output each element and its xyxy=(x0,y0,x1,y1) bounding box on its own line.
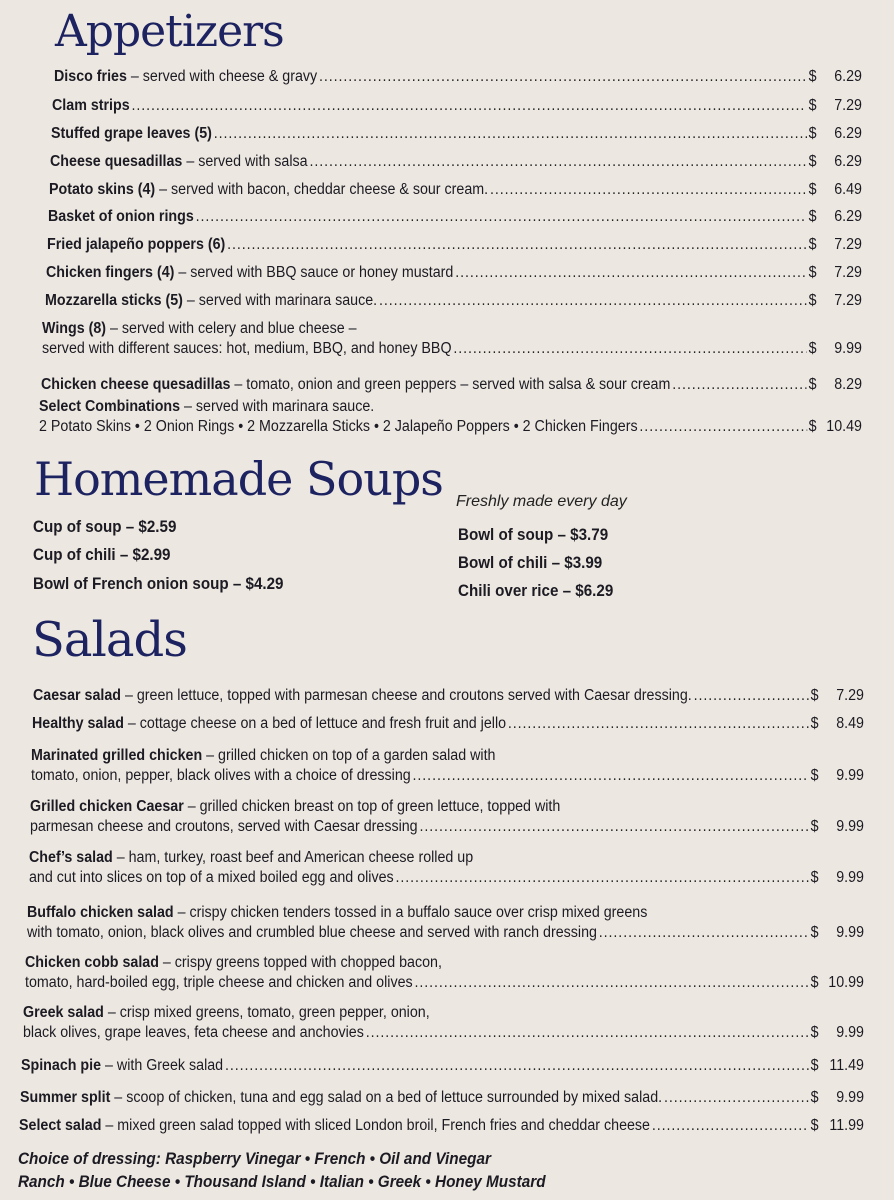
salad-item-name: Buffalo chicken salad xyxy=(27,904,174,921)
salad-item xyxy=(19,1116,864,1136)
price-value: 9.99 xyxy=(834,340,862,357)
salad-item-line1 xyxy=(30,797,864,817)
soup-item: Cup of soup – $2.59 xyxy=(33,518,177,536)
currency-sign: $ xyxy=(810,1057,819,1074)
salad-item-price-row xyxy=(19,1116,864,1136)
leader-dots xyxy=(664,1088,809,1108)
appetizer-item-text xyxy=(45,291,377,311)
currency-sign: $ xyxy=(810,1117,819,1134)
price-value: 9.99 xyxy=(836,818,864,835)
salad-item-text xyxy=(21,1056,223,1076)
appetizer-item-desc-cont: 2 Potato Skins • 2 Onion Rings • 2 Mozzarella Sticks • 2 Jalapeño Poppers • 2 Chicken Fingers xyxy=(39,418,638,435)
appetizer-item-text xyxy=(50,152,308,172)
currency-sign: $ xyxy=(808,68,817,85)
leader-dots xyxy=(694,686,809,706)
appetizer-item-text xyxy=(51,124,212,144)
appetizer-item-line1 xyxy=(39,397,862,417)
salad-item-name: Chef’s salad xyxy=(29,849,113,866)
salad-item-line1 xyxy=(29,848,864,868)
leader-dots xyxy=(225,1056,809,1076)
appetizer-item-name: Select Combinations xyxy=(39,398,181,415)
salad-item-price xyxy=(811,817,864,837)
currency-sign: $ xyxy=(808,208,817,225)
salad-item-text xyxy=(33,686,692,706)
leader-dots xyxy=(419,817,808,837)
leader-dots xyxy=(639,417,806,437)
salad-item-name: Grilled chicken Caesar xyxy=(30,798,184,815)
salad-item xyxy=(33,686,864,706)
currency-sign: $ xyxy=(810,715,819,732)
salad-item-line1 xyxy=(23,1003,864,1023)
salad-item-name: Spinach pie xyxy=(21,1057,102,1074)
price-value: 9.99 xyxy=(836,924,864,941)
appetizer-item xyxy=(46,263,862,283)
leader-dots xyxy=(132,96,807,116)
salads-heading: Salads xyxy=(32,612,187,668)
salad-item-price-row xyxy=(32,714,864,734)
appetizer-item-name: Chicken cheese quesadillas xyxy=(41,376,231,393)
salad-item-text xyxy=(19,1116,650,1136)
appetizer-item-name: Fried jalapeño poppers (6) xyxy=(47,236,226,253)
appetizer-item-name: Disco fries xyxy=(54,68,127,85)
salad-item-desc-cont: parmesan cheese and croutons, served with Caesar dressing xyxy=(30,818,418,835)
leader-dots xyxy=(227,235,807,255)
soups-heading: Homemade Soups xyxy=(34,452,443,506)
soups-note: Freshly made every day xyxy=(456,493,627,510)
price-value: 8.49 xyxy=(836,715,864,732)
salad-item-price xyxy=(811,923,864,943)
salad-item-desc: – scoop of chicken, tuna and egg salad on a bed of lettuce surrounded by mixed salad. xyxy=(110,1089,663,1106)
dressing-choices-line-1: Choice of dressing: Raspberry Vinegar • French • Oil and Vinegar xyxy=(18,1149,491,1168)
appetizer-item xyxy=(41,375,862,395)
salad-item-desc: – crispy chicken tenders tossed in a buffalo sauce over crisp mixed greens xyxy=(173,904,648,921)
appetizer-item xyxy=(51,124,862,144)
appetizer-item-desc: – served with salsa xyxy=(182,153,308,170)
leader-dots xyxy=(453,339,806,359)
appetizer-item-price xyxy=(809,291,862,311)
currency-sign: $ xyxy=(808,264,817,281)
currency-sign: $ xyxy=(808,418,817,435)
appetizer-item-price-row xyxy=(42,339,862,359)
price-value: 7.29 xyxy=(834,236,862,253)
appetizer-item-price xyxy=(809,263,862,283)
price-value: 9.99 xyxy=(836,1089,864,1106)
appetizer-item xyxy=(49,180,862,200)
salad-item xyxy=(23,1003,864,1043)
appetizer-item xyxy=(48,207,862,227)
appetizer-item xyxy=(39,397,862,437)
appetizer-item-price xyxy=(809,124,862,144)
currency-sign: $ xyxy=(810,869,819,886)
appetizer-item-text xyxy=(49,180,488,200)
salad-item xyxy=(32,714,864,734)
salad-item-price-row xyxy=(29,868,864,888)
price-value: 6.29 xyxy=(834,125,862,142)
salad-item-desc: – mixed green salad topped with sliced London broil, French fries and cheddar cheese xyxy=(101,1117,651,1134)
leader-dots xyxy=(309,152,806,172)
salad-item xyxy=(20,1088,864,1108)
price-value: 7.29 xyxy=(834,97,862,114)
salad-item-price xyxy=(811,1088,864,1108)
price-value: 6.29 xyxy=(834,208,862,225)
salad-item xyxy=(29,848,864,888)
soup-item: Bowl of French onion soup – $4.29 xyxy=(33,575,284,593)
appetizer-item-price xyxy=(809,235,862,255)
salad-item-price-row xyxy=(25,973,864,993)
currency-sign: $ xyxy=(810,767,819,784)
appetizer-item-price-row xyxy=(52,96,862,116)
salad-item-name: Caesar salad xyxy=(33,687,122,704)
appetizer-item-text xyxy=(48,207,194,227)
currency-sign: $ xyxy=(808,236,817,253)
salad-item-text xyxy=(32,714,506,734)
appetizer-item-text xyxy=(46,263,453,283)
leader-dots xyxy=(599,923,809,943)
leader-dots xyxy=(366,1023,809,1043)
dressing-choices-line-2: Ranch • Blue Cheese • Thousand Island • Italian • Greek • Honey Mustard xyxy=(18,1172,546,1191)
leader-dots xyxy=(319,67,807,87)
salad-item-desc-cont: with tomato, onion, black olives and crumbled blue cheese and served with ranch dressing xyxy=(27,924,597,941)
appetizer-item-name: Stuffed grape leaves (5) xyxy=(51,125,212,142)
salad-item-price xyxy=(811,766,864,786)
appetizer-item-text xyxy=(41,375,670,395)
salad-item xyxy=(21,1056,864,1076)
appetizer-item-price xyxy=(809,339,862,359)
appetizer-item-name: Wings (8) xyxy=(42,320,107,337)
salad-item-price-row xyxy=(20,1088,864,1108)
salad-item-name: Summer split xyxy=(20,1089,111,1106)
appetizer-item-price-row xyxy=(45,291,862,311)
salad-item-price xyxy=(811,973,864,993)
salad-item-price-row xyxy=(30,817,864,837)
salad-item-desc: – cottage cheese on a bed of lettuce and fresh fruit and jello xyxy=(123,715,507,732)
salad-item-text xyxy=(20,1088,662,1108)
currency-sign: $ xyxy=(808,181,817,198)
leader-dots xyxy=(196,207,807,227)
salad-item-desc: – grilled chicken on top of a garden salad with xyxy=(202,747,496,764)
leader-dots xyxy=(396,868,809,888)
appetizer-item-price xyxy=(809,207,862,227)
salad-item-desc-cont: black olives, grape leaves, feta cheese and anchovies xyxy=(23,1024,364,1041)
currency-sign: $ xyxy=(808,340,817,357)
salad-item-desc: – grilled chicken breast on top of green lettuce, topped with xyxy=(183,798,561,815)
salad-item-price-row xyxy=(27,923,864,943)
appetizer-item xyxy=(52,96,862,116)
salad-item-price-row xyxy=(31,766,864,786)
soup-item: Bowl of soup – $3.79 xyxy=(458,526,609,544)
appetizer-item-price-row xyxy=(46,263,862,283)
salad-item-desc: – green lettuce, topped with parmesan cheese and croutons served with Caesar dressing. xyxy=(121,687,692,704)
leader-dots xyxy=(414,973,808,993)
currency-sign: $ xyxy=(808,153,817,170)
salad-item-name: Chicken cobb salad xyxy=(25,954,159,971)
salad-item-price xyxy=(811,714,864,734)
appetizer-item-text xyxy=(54,67,317,87)
salad-item-desc-cont: tomato, onion, pepper, black olives with a choice of dressing xyxy=(31,767,411,784)
appetizer-item-name: Mozzarella sticks (5) xyxy=(45,292,183,309)
salad-item-price xyxy=(811,1023,864,1043)
appetizer-item-text xyxy=(47,235,225,255)
salad-item-desc: – ham, turkey, roast beef and American cheese rolled up xyxy=(112,849,474,866)
salad-item xyxy=(31,746,864,786)
appetizer-item-price xyxy=(809,67,862,87)
appetizer-item-price xyxy=(809,152,862,172)
currency-sign: $ xyxy=(810,1024,819,1041)
appetizer-item-desc: – served with BBQ sauce or honey mustard xyxy=(174,264,454,281)
leader-dots xyxy=(413,766,809,786)
salad-item-price xyxy=(811,868,864,888)
salad-item-price-row xyxy=(33,686,864,706)
appetizer-item-desc: – served with celery and blue cheese – xyxy=(106,320,357,337)
price-value: 10.49 xyxy=(826,418,862,435)
salad-item-line1 xyxy=(27,903,864,923)
appetizer-item-price xyxy=(809,96,862,116)
salad-item-desc: – crisp mixed greens, tomato, green pepper, onion, xyxy=(103,1004,430,1021)
appetizer-item xyxy=(50,152,862,172)
salad-item xyxy=(25,953,864,993)
currency-sign: $ xyxy=(810,687,819,704)
soup-item: Chili over rice – $6.29 xyxy=(458,582,614,600)
salad-item-price xyxy=(811,1056,864,1076)
appetizer-item-price-row xyxy=(54,67,862,87)
appetizer-item-price xyxy=(809,375,862,395)
currency-sign: $ xyxy=(808,97,817,114)
soup-item: Cup of chili – $2.99 xyxy=(33,546,171,564)
price-value: 9.99 xyxy=(836,869,864,886)
leader-dots xyxy=(672,375,807,395)
appetizer-item-price xyxy=(809,180,862,200)
price-value: 7.29 xyxy=(834,292,862,309)
leader-dots xyxy=(508,714,809,734)
price-value: 7.29 xyxy=(834,264,862,281)
leader-dots xyxy=(490,180,807,200)
salad-item-desc: – crispy greens topped with chopped bacon, xyxy=(158,954,442,971)
leader-dots xyxy=(214,124,807,144)
appetizers-heading: Appetizers xyxy=(55,6,284,57)
appetizer-item-price-row xyxy=(39,417,862,437)
salad-item-price xyxy=(811,1116,864,1136)
appetizer-item-desc-cont: served with different sauces: hot, medium, BBQ, and honey BBQ xyxy=(42,340,452,357)
salad-item-name: Greek salad xyxy=(23,1004,104,1021)
appetizer-item-desc: – served with marinara sauce. xyxy=(180,398,375,415)
salad-item-price-row xyxy=(21,1056,864,1076)
salad-item xyxy=(30,797,864,837)
appetizer-item-desc: – tomato, onion and green peppers – served with salsa & sour cream xyxy=(230,376,671,393)
appetizer-item-desc: – served with bacon, cheddar cheese & sour cream. xyxy=(155,181,489,198)
appetizer-item xyxy=(54,67,862,87)
leader-dots xyxy=(455,263,807,283)
appetizer-item xyxy=(45,291,862,311)
price-value: 11.99 xyxy=(829,1117,864,1134)
appetizer-item-price-row xyxy=(48,207,862,227)
appetizer-item xyxy=(42,319,862,359)
salad-item-price xyxy=(811,686,864,706)
currency-sign: $ xyxy=(808,292,817,309)
appetizer-item-price xyxy=(809,417,862,437)
salad-item-name: Healthy salad xyxy=(32,715,124,732)
price-value: 11.49 xyxy=(829,1057,864,1074)
appetizer-item-price-row xyxy=(41,375,862,395)
leader-dots xyxy=(379,291,807,311)
appetizer-item-name: Chicken fingers (4) xyxy=(46,264,175,281)
appetizer-item-name: Clam strips xyxy=(52,97,130,114)
price-value: 7.29 xyxy=(836,687,864,704)
currency-sign: $ xyxy=(810,1089,819,1106)
appetizer-item-text xyxy=(52,96,130,116)
salad-item-line1 xyxy=(31,746,864,766)
salad-item-name: Marinated grilled chicken xyxy=(31,747,203,764)
price-value: 9.99 xyxy=(836,1024,864,1041)
soup-item: Bowl of chili – $3.99 xyxy=(458,554,603,572)
appetizer-item-price-row xyxy=(47,235,862,255)
appetizer-item-desc: – served with marinara sauce. xyxy=(182,292,378,309)
appetizer-item-desc: – served with cheese & gravy xyxy=(126,68,318,85)
leader-dots xyxy=(652,1116,809,1136)
appetizer-item-price-row xyxy=(49,180,862,200)
currency-sign: $ xyxy=(808,125,817,142)
currency-sign: $ xyxy=(808,376,817,393)
price-value: 10.99 xyxy=(828,974,864,991)
salad-item-desc-cont: tomato, hard-boiled egg, triple cheese and chicken and olives xyxy=(25,974,413,991)
appetizer-item-name: Cheese quesadillas xyxy=(50,153,183,170)
currency-sign: $ xyxy=(810,974,819,991)
salad-item-desc-cont: and cut into slices on top of a mixed boiled egg and olives xyxy=(29,869,394,886)
salad-item xyxy=(27,903,864,943)
appetizer-item-price-row xyxy=(51,124,862,144)
appetizer-item-name: Basket of onion rings xyxy=(48,208,194,225)
salad-item-name: Select salad xyxy=(19,1117,102,1134)
salad-item-price-row xyxy=(23,1023,864,1043)
price-value: 9.99 xyxy=(836,767,864,784)
currency-sign: $ xyxy=(810,818,819,835)
appetizer-item xyxy=(47,235,862,255)
price-value: 6.29 xyxy=(834,153,862,170)
salad-item-desc: – with Greek salad xyxy=(101,1057,224,1074)
price-value: 8.29 xyxy=(834,376,862,393)
salad-item-line1 xyxy=(25,953,864,973)
price-value: 6.49 xyxy=(834,181,862,198)
appetizer-item-line1 xyxy=(42,319,862,339)
appetizer-item-price-row xyxy=(50,152,862,172)
currency-sign: $ xyxy=(810,924,819,941)
appetizer-item-name: Potato skins (4) xyxy=(49,181,156,198)
price-value: 6.29 xyxy=(834,68,862,85)
